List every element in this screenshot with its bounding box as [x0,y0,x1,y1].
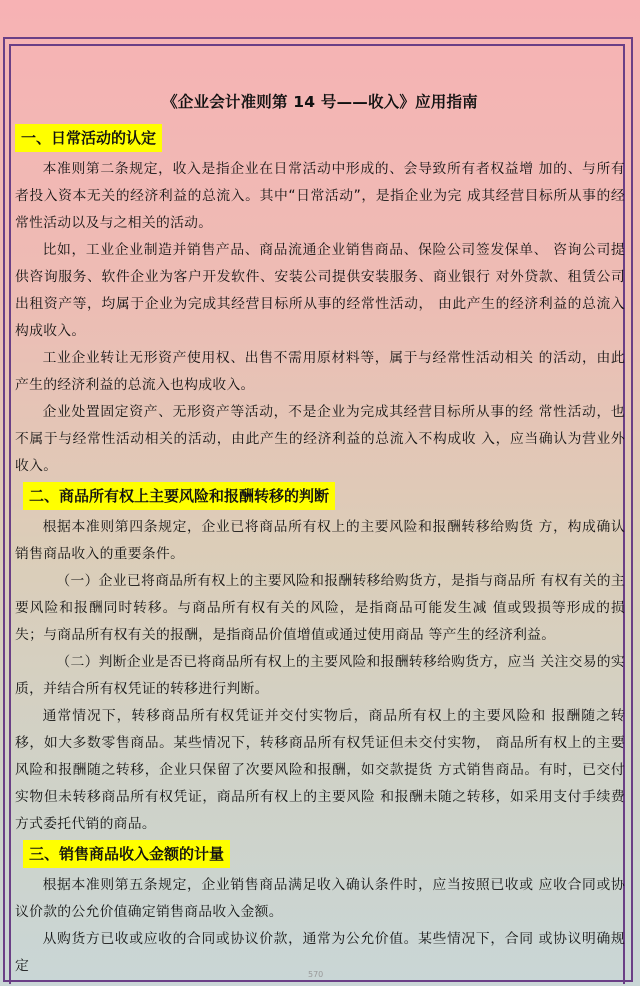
section-heading: 一、日常活动的认定 [15,124,162,152]
document-body [15,50,625,980]
paragraph: （二）判断企业是否已将商品所有权上的主要风险和报酬转移给购货方，应当 关注交易的实质，并结合所有权凭证的转移进行判断。 [15,654,625,697]
document-title: 《企业会计准则第 14 号——收入》应用指南 [162,93,478,111]
paragraph: 企业处置固定资产、无形资产等活动，不是企业为完成其经营目标所从事的经 常性活动，也不属于与经常性活动相关的活动，由此产生的经济利益的总流入不构成收 入，应当确认为营业外收入。 [15,404,625,474]
paragraph: 根据本准则第四条规定，企业已将商品所有权上的主要风险和报酬转移给购货 方，构成确认销售商品收入的重要条件。 [15,519,625,562]
paragraph: 本准则第二条规定，收入是指企业在日常活动中形成的、会导致所有者权益增 加的、与所有者投入资本无关的经济利益的总流入。其中“日常活动”，是指企业为完 成其经营目标所从事的经常性活动以及与之相关的活动。 [15,161,625,231]
paragraph: （一）企业已将商品所有权上的主要风险和报酬转移给购货方，是指与商品所 有权有关的主要风险和报酬同时转移。与商品所有权有关的风险，是指商品可能发生减 值或毁损等形成的损失；与商品所有权有关的报酬，是指商品价值增值或通过使用商品 等产生的经济利益。 [15,573,625,643]
section-3 [15,838,625,980]
paragraph: 比如，工业企业制造并销售产品、商品流通企业销售商品、保险公司签发保单、 咨询公司提供咨询服务、软件企业为客户开发软件、安装公司提供安装服务、商业银行 对外贷款、租赁公司出租资产等，均属于企业为完成其经营目标所从事的经常性活动， 由此产生的经济利益的总流入构成收入。 [15,242,625,339]
section-2 [15,480,625,838]
section-heading: 三、销售商品收入金额的计量 [23,840,230,868]
paragraph: 从购货方已收或应收的合同或协议价款，通常为公允价值。某些情况下，合同 或协议明确规定 [15,931,625,974]
page-number: 570 [308,970,324,979]
section-heading: 二、商品所有权上主要风险和报酬转移的判断 [23,482,335,510]
paragraph: 根据本准则第五条规定，企业销售商品满足收入确认条件时，应当按照已收或 应收合同或协议价款的公允价值确定销售商品收入金额。 [15,877,625,920]
section-1 [15,122,625,480]
paragraph: 工业企业转让无形资产使用权、出售不需用原材料等，属于与经常性活动相关 的活动，由此产生的经济利益的总流入也构成收入。 [15,350,625,393]
paragraph: 通常情况下，转移商品所有权凭证并交付实物后，商品所有权上的主要风险和 报酬随之转移，如大多数零售商品。某些情况下，转移商品所有权凭证但未交付实物， 商品所有权上的主要风险和报酬随之转移，企业只保留了次要风险和报酬，如交款提货 方式销售商品。有时，已交付实物但未转移商品所有权凭证，商品所有权上的主要风险 和报酬未随之转移，如采用支付手续费方式委托代销的商品。 [15,708,625,832]
